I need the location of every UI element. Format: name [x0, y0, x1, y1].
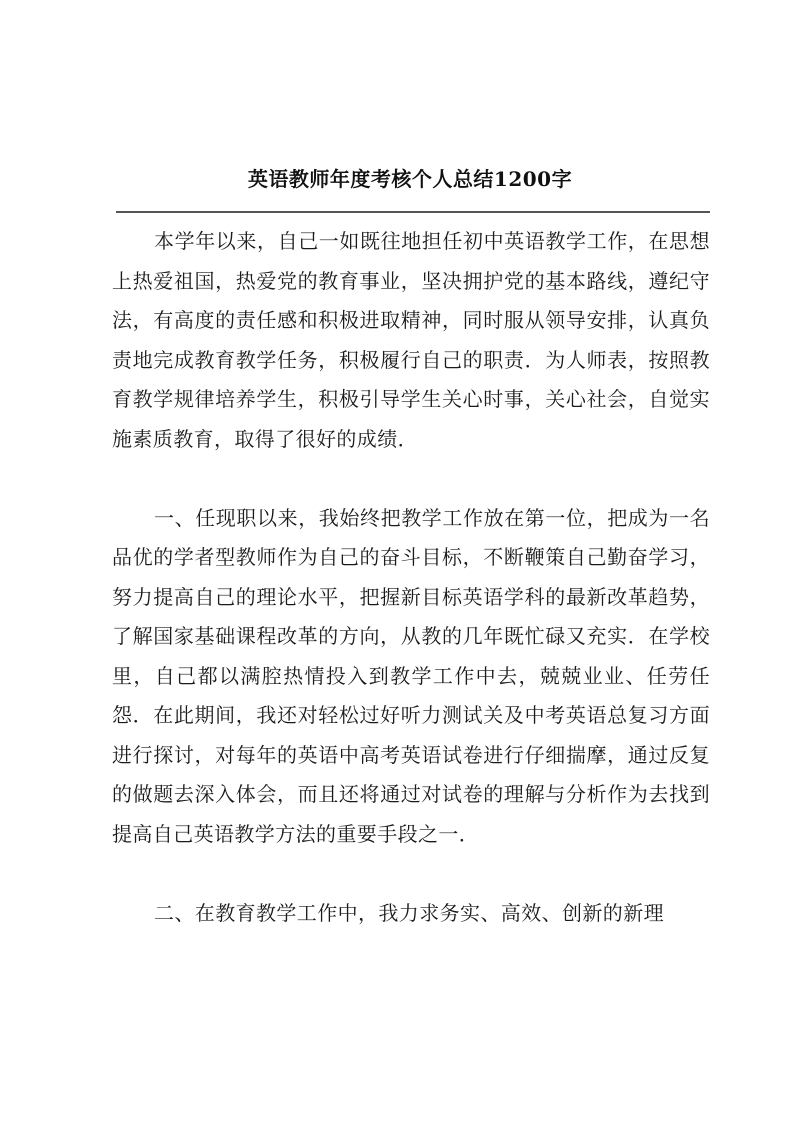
document-body: [112, 222, 710, 933]
paragraph-section-one: 一、任现职以来，我始终把教学工作放在第一位，把成为一名品优的学者型教师作为自己的奋斗目标，不断鞭策自己勤奋学习，努力提高自己的理论水平，把握新目标英语学科的最新改革趋势，了解国家基础课程改革的方向，从教的几年既忙碌又充实．在学校里，自己都以满腔热情投入到教学工作中去，兢兢业业、任劳任怨．在此期间，我还对轻松过好听力测试关及中考英语总复习方面进行探讨，对每年的英语中高考英语试卷进行仔细揣摩，通过反复的做题去深入体会，而且还将通过对试卷的理解与分析作为去找到提高自己英语教学方法的重要手段之一．: [112, 505, 710, 846]
paragraph-spacer: [112, 854, 710, 894]
paragraph-intro: 本学年以来，自己一如既往地担任初中英语教学工作，在思想上热爱祖国，热爱党的教育事业，坚决拥护党的基本路线，遵纪守法，有高度的责任感和积极进取精神，同时服从领导安排，认真负责地完成教育教学任务，积极履行自己的职责．为人师表，按照教育教学规律培养学生，积极引导学生关心时事，关心社会，自觉实施素质教育，取得了很好的成绩．: [112, 229, 710, 451]
paragraph-spacer: [112, 459, 710, 499]
title-divider: [116, 211, 710, 213]
paragraph-section-two: 二、在教育教学工作中，我力求务实、高效、创新的新理: [154, 900, 664, 925]
document-title: 英语教师年度考核个人总结1200字: [247, 167, 573, 191]
